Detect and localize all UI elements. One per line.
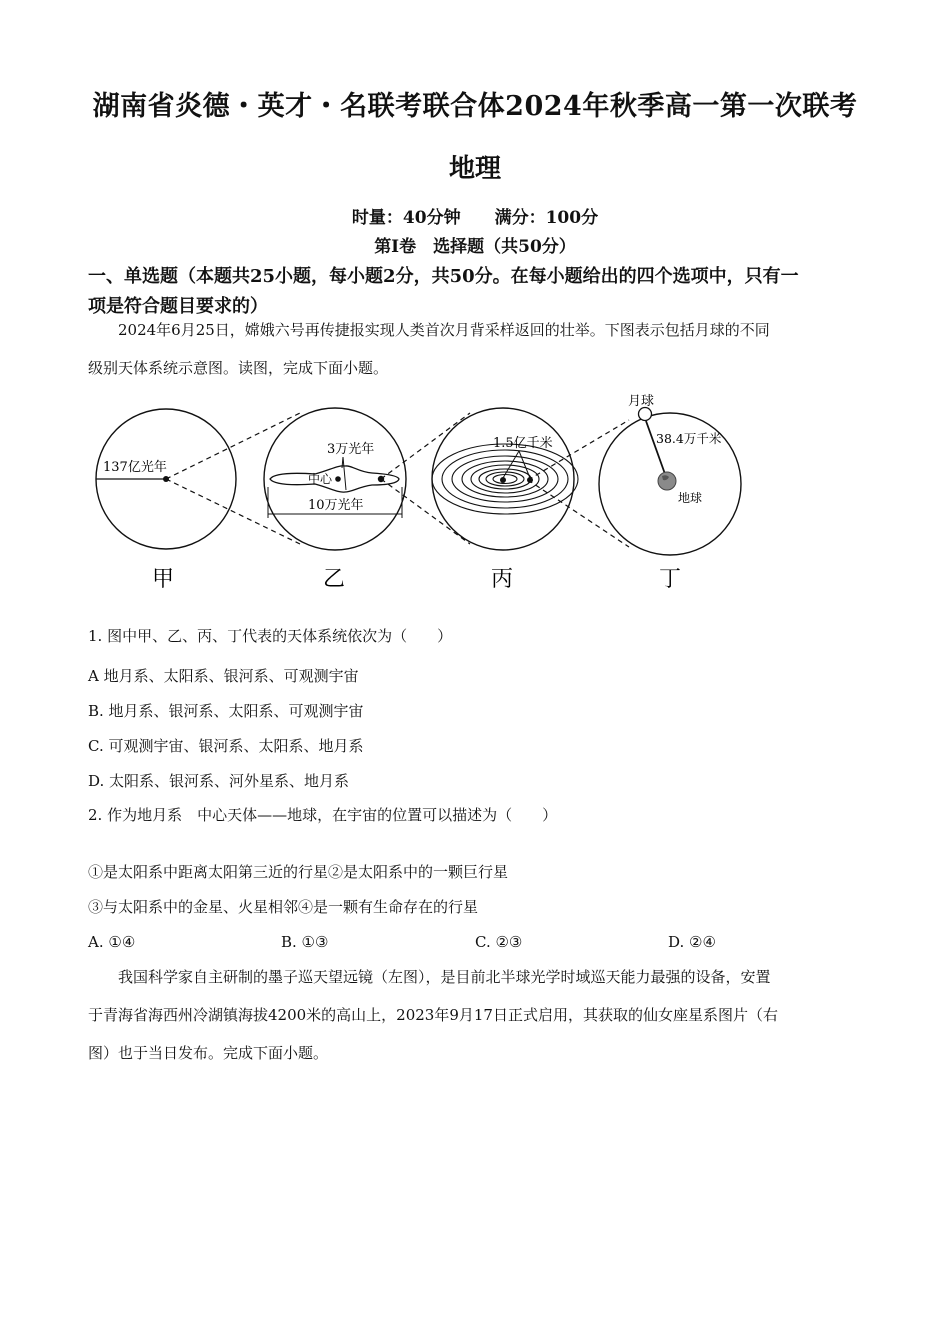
section-heading-line1: 一、单选题（本题共25小题，每小题2分，共50分。在每小题给出的四个选项中，只有一: [88, 266, 799, 287]
yi-diameter-label: 10万光年: [308, 498, 364, 513]
q1-option-c[interactable]: C. 可观测宇宙、银河系、太阳系、地月系: [88, 737, 364, 755]
volume-title: 第Ⅰ卷 选择题（共50分）: [374, 237, 576, 257]
q2-stem: 2. 作为地月系 中心天体——地球，在宇宙的位置可以描述为（ ）: [88, 806, 558, 824]
earth-icon: [658, 472, 676, 490]
galaxy-center-dot: [335, 476, 341, 482]
ding-earth-label: 地球: [678, 491, 703, 505]
q2-answer-d[interactable]: D. ②④: [668, 933, 716, 951]
ding-distance-label: 38.4万千米: [656, 431, 722, 446]
intro2-line2: 于青海省海西州冷湖镇海拔4200米的高山上，2023年9月17日正式启用，其获取的仙女座星系图片（右: [88, 1006, 778, 1024]
q1-option-a[interactable]: A 地月系、太阳系、银河系、可观测宇宙: [88, 667, 359, 685]
section-heading-line2: 项是符合题目要求的）: [88, 296, 268, 317]
intro2-line1: 我国科学家自主研制的墨子巡天望远镜（左图），是目前北半球光学时域巡天能力最强的设备，安置: [118, 968, 771, 986]
jia-radius-label: 137亿光年: [103, 460, 167, 475]
intro1-line1: 2024年6月25日，嫦娥六号再传捷报实现人类首次月背采样返回的壮举。下图表示包括月球的不同: [118, 321, 770, 339]
q1-option-d[interactable]: D. 太阳系、银河系、河外星系、地月系: [88, 772, 350, 790]
q1-stem: 1. 图中甲、乙、丙、丁代表的天体系统依次为（ ）: [88, 627, 453, 645]
q2-statement-2: ③与太阳系中的金星、火星相邻④是一颗有生命存在的行星: [88, 898, 479, 916]
celestial-systems-figure: [85, 390, 755, 595]
q2-answer-b[interactable]: B. ①③: [281, 933, 329, 951]
yi-center-label: 中心: [308, 472, 333, 486]
q2-statement-1: ①是太阳系中距离太阳第三近的行星②是太阳系中的一颗巨行星: [88, 863, 509, 881]
moon-icon: [639, 408, 652, 421]
exam-title: 湖南省炎德・英才・名联考联合体2024年秋季高一第一次联考: [92, 91, 858, 122]
label-ding: 丁: [659, 567, 682, 592]
bing-distance-label: 1.5亿千米: [493, 436, 553, 451]
label-yi: 乙: [323, 567, 346, 592]
intro1-line2: 级别天体系统示意图。读图，完成下面小题。: [88, 359, 389, 377]
q1-option-b[interactable]: B. 地月系、银河系、太阳系、可观测宇宙: [88, 702, 364, 720]
label-jia: 甲: [152, 567, 175, 592]
intro2-line3: 图）也于当日发布。完成下面小题。: [88, 1044, 329, 1062]
label-bing: 丙: [491, 567, 514, 592]
yi-thickness-label: 3万光年: [327, 442, 375, 457]
jia-center-dot: [163, 476, 169, 482]
sun-position-dot: [378, 476, 384, 482]
time-score: 时量：40分钟 满分：100分: [351, 208, 599, 228]
circle-yi: [264, 408, 406, 550]
q2-answer-a[interactable]: A. ①④: [88, 933, 136, 951]
q2-answer-c[interactable]: C. ②③: [475, 933, 523, 951]
ding-moon-label: 月球: [628, 394, 655, 409]
subject-title: 地理: [448, 154, 501, 184]
